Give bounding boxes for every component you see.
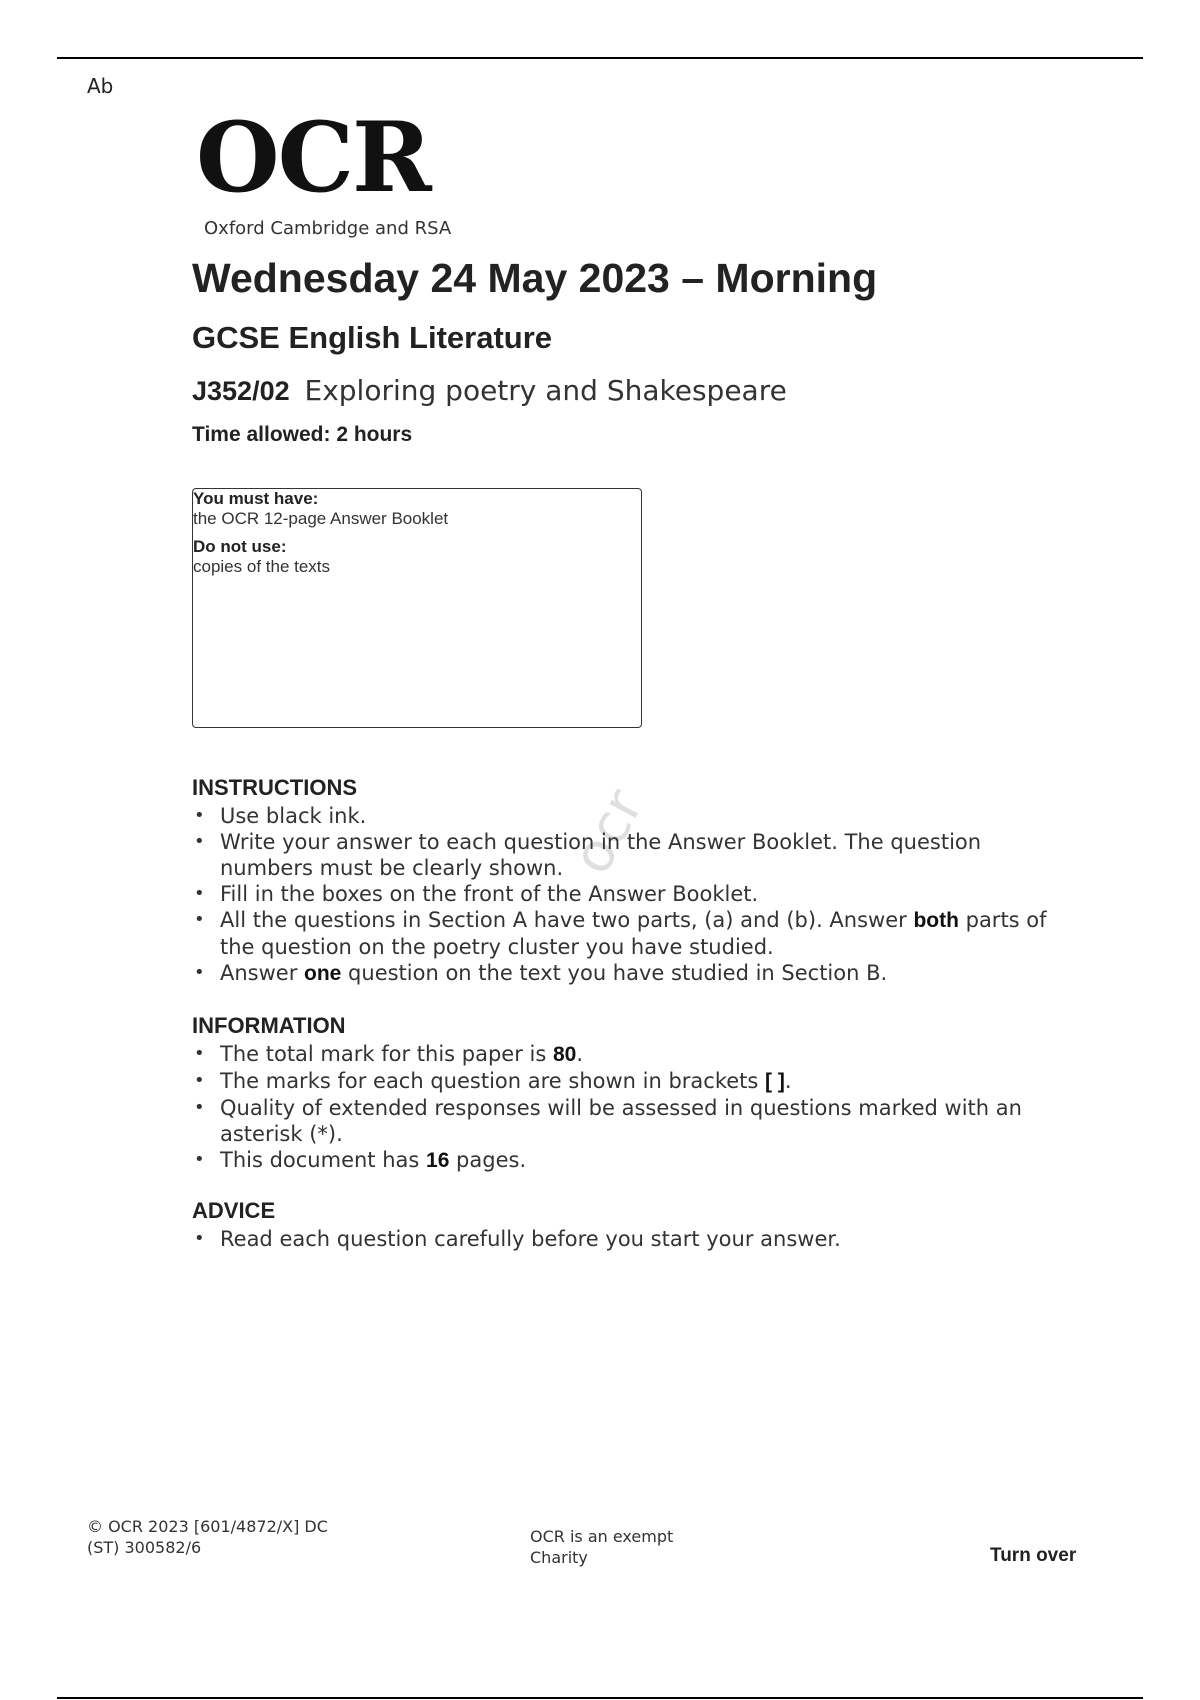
item-text: Use black ink. [220, 804, 367, 828]
item-text: Answer [220, 961, 305, 985]
do-not-use-value: copies of the texts [193, 557, 331, 576]
must-have-value: the OCR 12-page Answer Booklet [193, 509, 449, 528]
corner-text: Ab [87, 74, 114, 98]
list-item [192, 881, 1072, 907]
item-text: parts of the question on the poetry cluster you have studied. [220, 908, 1047, 959]
list-item [192, 829, 1072, 881]
ocr-logo [196, 101, 452, 239]
list-item [192, 1147, 1072, 1174]
logo-tagline: Oxford Cambridge and RSA [204, 218, 452, 239]
bottom-rule [57, 1697, 1143, 1699]
exam-header [192, 255, 1092, 447]
time-allowed: Time allowed: 2 hours [192, 423, 413, 446]
item-text: All the questions in Section A have two parts, (a) and (b). Answer [220, 908, 914, 932]
item-text: The marks for each question are shown in brackets [220, 1069, 766, 1093]
copyright-block [87, 1516, 328, 1558]
advice-title: ADVICE [192, 1198, 276, 1223]
information-list [192, 1041, 1072, 1174]
top-rule [57, 57, 1143, 59]
list-item [192, 960, 1072, 987]
item-text: Read each question carefully before you start your answer. [220, 1227, 841, 1251]
exam-subject: GCSE English Literature [192, 320, 553, 355]
item-text: This document has [220, 1148, 427, 1172]
exam-date: Wednesday 24 May 2023 – Morning [192, 255, 878, 301]
item-text: question on the text you have studied in Section B. [341, 961, 888, 985]
information-section [192, 1013, 1072, 1174]
emphasis-text: one [304, 962, 342, 985]
list-item [192, 1068, 1072, 1095]
advice-list [192, 1226, 1072, 1252]
emphasis-text: 16 [426, 1149, 450, 1172]
emphasis-text: [ ] [765, 1070, 785, 1093]
instructions-list [192, 803, 1072, 987]
list-item [192, 1095, 1072, 1147]
item-text: The total mark for this paper is [220, 1042, 553, 1066]
item-text: Quality of extended responses will be assessed in questions marked with an asterisk (*). [220, 1096, 1022, 1146]
paper-line [192, 374, 1092, 407]
advice-section [192, 1198, 1072, 1252]
item-text: . [576, 1042, 584, 1066]
list-item [192, 907, 1072, 960]
paper-title: Exploring poetry and Shakespeare [304, 374, 787, 407]
item-text: . [784, 1069, 792, 1093]
instructions-title: INSTRUCTIONS [192, 775, 357, 800]
instructions-section [192, 775, 1072, 987]
information-title: INFORMATION [192, 1013, 346, 1038]
must-have-label: You must have: [193, 489, 319, 508]
list-item [192, 1041, 1072, 1068]
emphasis-text: both [913, 909, 959, 932]
charity-line-1: OCR is an exempt [530, 1527, 674, 1546]
charity-line-2: Charity [530, 1548, 588, 1567]
paper-code: J352/02 [192, 376, 290, 406]
item-text: pages. [449, 1148, 527, 1172]
copyright-line-1: © OCR 2023 [601/4872/X] DC [87, 1517, 328, 1536]
requirements-box [192, 488, 642, 728]
copyright-line-2: (ST) 300582/6 [87, 1538, 202, 1557]
item-text: Write your answer to each question in the Answer Booklet. The question numbers must be clearly shown. [220, 830, 982, 880]
turn-over-label: Turn over [990, 1545, 1077, 1566]
watermark: ocr [559, 779, 656, 884]
item-text: Fill in the boxes on the front of the Answer Booklet. [220, 882, 759, 906]
list-item [192, 1226, 1072, 1252]
list-item [192, 803, 1072, 829]
emphasis-text: 80 [552, 1043, 577, 1066]
charity-block [530, 1526, 673, 1568]
do-not-use-label: Do not use: [193, 537, 287, 556]
logo-wordmark: OCR [196, 101, 430, 214]
